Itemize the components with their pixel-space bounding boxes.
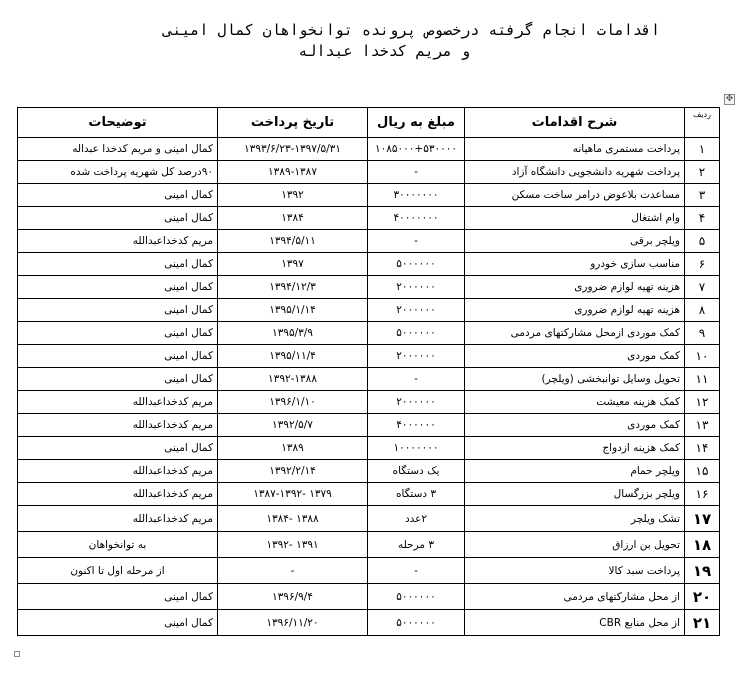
cell-notes: از مرحله اول تا اکنون [18,558,218,584]
table-row [18,299,720,322]
cell-amount: ۴۰۰۰۰۰۰۰ [368,207,465,230]
cell-description: کمک هزینه معیشت [465,391,685,414]
cell-row-number: ۲۰ [685,584,720,610]
cell-description: هزینه تهیه لوازم ضروری [465,299,685,322]
actions-table [17,107,720,636]
cell-notes: به توانخواهان [18,532,218,558]
cell-row-number: ۶ [685,253,720,276]
cell-row-number: ۳ [685,184,720,207]
table-row [18,532,720,558]
cell-description: کمک موردی ازمحل مشارکتهای مردمی [465,322,685,345]
table-row [18,414,720,437]
cell-payment-date: ۱۳۹۴/۵/۱۱ [218,230,368,253]
cell-amount: ۳ مرحله [368,532,465,558]
cell-row-number: ۱۱ [685,368,720,391]
table-body [18,138,720,636]
cell-notes: کمال امینی [18,610,218,636]
header-description: شرح اقدامات [465,108,685,138]
cell-notes: کمال امینی [18,299,218,322]
cell-notes: ۹۰درصد کل شهریه پرداخت شده [18,161,218,184]
cell-amount: ۲۰۰۰۰۰۰ [368,276,465,299]
cell-notes: کمال امینی [18,253,218,276]
cell-notes: کمال امینی [18,368,218,391]
cell-description: ویلچر حمام [465,460,685,483]
cell-row-number: ۲ [685,161,720,184]
table-row [18,610,720,636]
table-row [18,345,720,368]
cell-notes: کمال امینی [18,584,218,610]
cell-amount: - [368,161,465,184]
cell-row-number: ۱۶ [685,483,720,506]
cell-amount: - [368,230,465,253]
cell-description: مناسب سازی خودرو [465,253,685,276]
cell-payment-date: ۱۳۹۳/۶/۲۳-۱۳۹۷/۵/۳۱ [218,138,368,161]
table-row [18,391,720,414]
cell-row-number: ۱ [685,138,720,161]
table-row [18,437,720,460]
table-row [18,138,720,161]
cell-payment-date: ۱۳۹۷ [218,253,368,276]
cell-payment-date: ۱۳۹۲/۲/۱۴ [218,460,368,483]
cell-payment-date: ۱۳۹۲/۵/۷ [218,414,368,437]
cell-description: پرداخت شهریه دانشجویی دانشگاه آزاد [465,161,685,184]
table-row [18,207,720,230]
table-row [18,506,720,532]
table-row [18,368,720,391]
cell-notes: مریم کدخداعبدالله [18,230,218,253]
cell-description: از محل مشارکتهای مردمی [465,584,685,610]
cell-description: هزینه تهیه لوازم ضروری [465,276,685,299]
cell-row-number: ۹ [685,322,720,345]
cell-notes: کمال امینی [18,322,218,345]
cell-payment-date: ۱۳۹۲-۱۳۸۸ [218,368,368,391]
cell-amount: ۵۰۰۰۰۰۰ [368,322,465,345]
cell-row-number: ۱۹ [685,558,720,584]
cell-notes: مریم کدخداعبدالله [18,506,218,532]
cell-notes: کمال امینی [18,437,218,460]
cell-row-number: ۴ [685,207,720,230]
cell-amount: ۵۰۰۰۰۰۰ [368,253,465,276]
cell-payment-date: ۱۳۸۸ -۱۳۸۴ [218,506,368,532]
cell-payment-date: ۱۳۹۱ -۱۳۹۲ [218,532,368,558]
header-amount: مبلغ به ریال [368,108,465,138]
table-row [18,276,720,299]
cell-description: تحویل بن ارزاق [465,532,685,558]
cell-amount: - [368,368,465,391]
cell-description: پرداخت سبد کالا [465,558,685,584]
cell-payment-date: ۱۳۹۵/۱/۱۴ [218,299,368,322]
cell-payment-date: ۱۳۸۹ [218,437,368,460]
cell-amount: ۳۰۰۰۰۰۰۰ [368,184,465,207]
cell-amount: ۵۰۰۰۰۰۰ [368,584,465,610]
cell-payment-date: ۱۳۹۶/۱۱/۲۰ [218,610,368,636]
cell-description: وام اشتغال [465,207,685,230]
cell-amount: ۱۰۰۰۰۰۰۰ [368,437,465,460]
table-row [18,483,720,506]
cell-row-number: ۱۷ [685,506,720,532]
cell-description: ویلچر برقی [465,230,685,253]
cell-payment-date: ۱۳۸۴ [218,207,368,230]
table-row [18,322,720,345]
cell-description: پرداخت مستمری ماهیانه [465,138,685,161]
cell-payment-date: ۱۳۷۹ -۱۳۸۷-۱۳۹۲ [218,483,368,506]
cell-row-number: ۱۲ [685,391,720,414]
cell-description: کمک موردی [465,345,685,368]
cell-row-number: ۱۸ [685,532,720,558]
table-row [18,230,720,253]
table-header-row [18,108,720,138]
cell-amount: ۳ دستگاه [368,483,465,506]
cell-payment-date: - [218,558,368,584]
title-line-2: و مریم کدخدا عبداله [298,42,470,60]
table-row [18,161,720,184]
cell-payment-date: ۱۳۹۶/۹/۴ [218,584,368,610]
cell-description: تشک ویلچر [465,506,685,532]
header-notes: توضیحات [18,108,218,138]
cell-amount: ۲۰۰۰۰۰۰ [368,299,465,322]
end-of-cell-mark [14,651,20,657]
header-payment-date: تاریخ پرداخت [218,108,368,138]
table-row [18,184,720,207]
cell-row-number: ۱۴ [685,437,720,460]
cell-amount: یک دستگاه [368,460,465,483]
header-row-number: ردیف [685,108,720,138]
cell-amount: ۲عدد [368,506,465,532]
cell-payment-date: ۱۳۸۹-۱۳۸۷ [218,161,368,184]
cell-payment-date: ۱۳۹۴/۱۲/۳ [218,276,368,299]
cell-description: ویلچر بزرگسال [465,483,685,506]
cell-row-number: ۷ [685,276,720,299]
cell-amount: ۵۰۰۰۰۰۰ [368,610,465,636]
cell-description: کمک موردی [465,414,685,437]
cell-row-number: ۲۱ [685,610,720,636]
cell-row-number: ۱۵ [685,460,720,483]
table-move-handle-icon[interactable]: ✥ [725,94,734,104]
cell-amount: ۱۰۸۵۰۰۰+۵۳۰۰۰۰ [368,138,465,161]
cell-description: کمک هزینه ازدواج [465,437,685,460]
cell-row-number: ۱۰ [685,345,720,368]
document-title [40,20,660,62]
cell-notes: کمال امینی [18,276,218,299]
cell-notes: مریم کدخداعبدالله [18,414,218,437]
cell-payment-date: ۱۳۹۶/۱/۱۰ [218,391,368,414]
cell-amount: ۲۰۰۰۰۰۰ [368,391,465,414]
table-row [18,253,720,276]
cell-payment-date: ۱۳۹۵/۳/۹ [218,322,368,345]
cell-row-number: ۵ [685,230,720,253]
cell-description: تحویل وسایل توانبخشی (ویلچر) [465,368,685,391]
cell-row-number: ۱۳ [685,414,720,437]
table-row [18,460,720,483]
cell-description: مساعدت بلاعوض درامر ساخت مسکن [465,184,685,207]
cell-description: از محل منابع CBR [465,610,685,636]
cell-notes: کمال امینی و مریم کدخدا عبداله [18,138,218,161]
cell-payment-date: ۱۳۹۲ [218,184,368,207]
table-row [18,584,720,610]
cell-payment-date: ۱۳۹۵/۱۱/۴ [218,345,368,368]
cell-notes: مریم کدخداعبدالله [18,391,218,414]
cell-notes: مریم کدخداعبدالله [18,483,218,506]
cell-notes: کمال امینی [18,207,218,230]
cell-notes: کمال امینی [18,345,218,368]
cell-amount: ۴۰۰۰۰۰۰ [368,414,465,437]
cell-row-number: ۸ [685,299,720,322]
cell-notes: مریم کدخداعبدالله [18,460,218,483]
cell-notes: کمال امینی [18,184,218,207]
cell-amount: - [368,558,465,584]
cell-amount: ۲۰۰۰۰۰۰ [368,345,465,368]
title-line-1: اقدامات انجام گرفته درخصوص پرونده توانخواهان کمال امینی [163,21,660,39]
table-row [18,558,720,584]
